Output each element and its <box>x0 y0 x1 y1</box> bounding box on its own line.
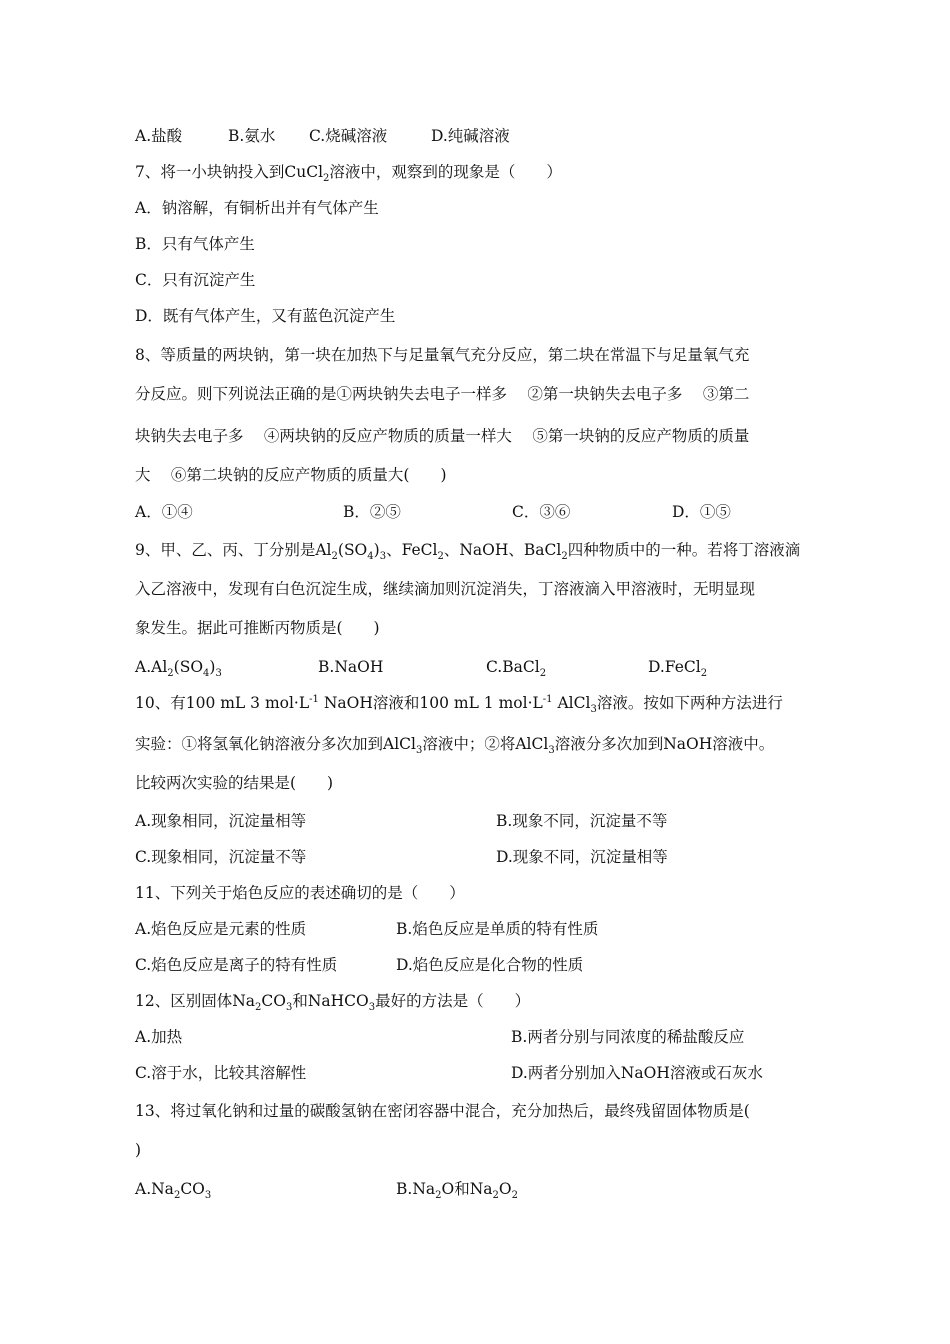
q8-stem-line-3: 块钠失去电子多 ④两块钠的反应产物质的质量一样大 ⑤第一块钠的反应产物质的质量 <box>135 427 750 445</box>
q10-option-c: C.现象相同，沉淀量不等 <box>135 848 307 866</box>
q6-option-c: C.烧碱溶液 <box>309 127 388 145</box>
q6-option-b: B.氨水 <box>228 127 276 145</box>
q8-option-a: A．①④ <box>135 503 193 521</box>
q7-option-c: C．只有沉淀产生 <box>135 271 256 289</box>
q13-option-b: $B.Na_2O$和$Na_2O_2$ <box>396 1180 518 1202</box>
q8-option-b: B．②⑤ <box>343 503 401 521</box>
q11-option-a: A.焰色反应是元素的性质 <box>135 920 307 938</box>
q9-option-d: D.FeCl$_2$ <box>648 658 708 680</box>
q11-stem: 11、下列关于焰色反应的表述确切的是（ ） <box>135 884 465 902</box>
q11-option-b: B.焰色反应是单质的特有性质 <box>396 920 599 938</box>
q8-option-d: D．①⑤ <box>672 503 731 521</box>
q11-option-d: D.焰色反应是化合物的性质 <box>396 956 584 974</box>
q13-option-a: $A.Na_2CO_3$ <box>135 1180 212 1202</box>
q7-stem: 7、将一小块钠投入到CuCl$_2$溶液中，观察到的现象是（ ） <box>135 163 562 185</box>
q12-option-a: A.加热 <box>135 1028 183 1046</box>
q7-option-d: D．既有气体产生，又有蓝色沉淀产生 <box>135 307 396 325</box>
q13-stem-line-2: ) <box>135 1141 142 1159</box>
q12-option-c: C.溶于水，比较其溶解性 <box>135 1064 307 1082</box>
q8-stem-line-1: 8、等质量的两块钠，第一块在加热下与足量氧气充分反应，第二块在常温下与足量氧气充 <box>135 346 750 364</box>
q10-option-a: A.现象相同，沉淀量相等 <box>135 812 307 830</box>
q12-option-b: B.两者分别与同浓度的稀盐酸反应 <box>511 1028 745 1046</box>
q9-stem-line-2: 入乙溶液中，发现有白色沉淀生成，继续滴加则沉淀消失，丁溶液滴入甲溶液时，无明显现 <box>135 580 756 598</box>
q13-stem-line-1: 13、将过氧化钠和过量的碳酸氢钠在密闭容器中混合，充分加热后，最终残留固体物质是( <box>135 1102 750 1120</box>
q10-stem-line-3: 比较两次实验的结果是( ) <box>135 774 334 792</box>
q11-option-c: C.焰色反应是离子的特有性质 <box>135 956 338 974</box>
q9-option-a: $A.Al_2(SO_4)_3$ <box>135 658 222 680</box>
q9-option-b: B.NaOH <box>318 658 384 676</box>
q7-option-b: B．只有气体产生 <box>135 235 255 253</box>
q6-option-a: A.盐酸 <box>135 127 183 145</box>
q8-stem-line-2: 分反应。则下列说法正确的是①两块钠失去电子一样多 ②第一块钠失去电子多 ③第二 <box>135 385 750 403</box>
q10-stem-line-1: 10、有100 mL 3 $mol\cdot L^{-1}$ NaOH溶液和100 mL 1 $mol\cdot L^{-1}$ AlCl$_3$溶液。按如下两种方法进行 <box>135 693 783 716</box>
q12-stem: 12、区别固体$Na_2CO_3$和NaHCO$_3$最好的方法是（ ） <box>135 992 531 1014</box>
q9-option-c: C.BaCl$_2$ <box>486 658 547 680</box>
q8-option-c: C．③⑥ <box>512 503 571 521</box>
q12-option-d: D.两者分别加入NaOH溶液或石灰水 <box>511 1064 763 1082</box>
q9-stem-line-1: 9、甲、乙、丙、丁分别是$Al_2(SO_4)_3$、FeCl$_2$、NaOH、BaCl$_2$四种物质中的一种。若将丁溶液滴 <box>135 541 801 563</box>
q9-stem-line-3: 象发生。据此可推断丙物质是( ) <box>135 619 380 637</box>
q10-stem-line-2: 实验：①将氢氧化钠溶液分多次加到AlCl$_3$溶液中；②将AlCl$_3$溶液分多次加到NaOH溶液中。 <box>135 735 775 757</box>
q10-option-d: D.现象不同，沉淀量相等 <box>496 848 668 866</box>
q6-option-d: D.纯碱溶液 <box>431 127 510 145</box>
q8-stem-line-4: 大 ⑥第二块钠的反应产物质的质量大( ) <box>135 466 447 484</box>
q7-option-a: A．钠溶解，有铜析出并有气体产生 <box>135 199 379 217</box>
q10-option-b: B.现象不同，沉淀量不等 <box>496 812 668 830</box>
